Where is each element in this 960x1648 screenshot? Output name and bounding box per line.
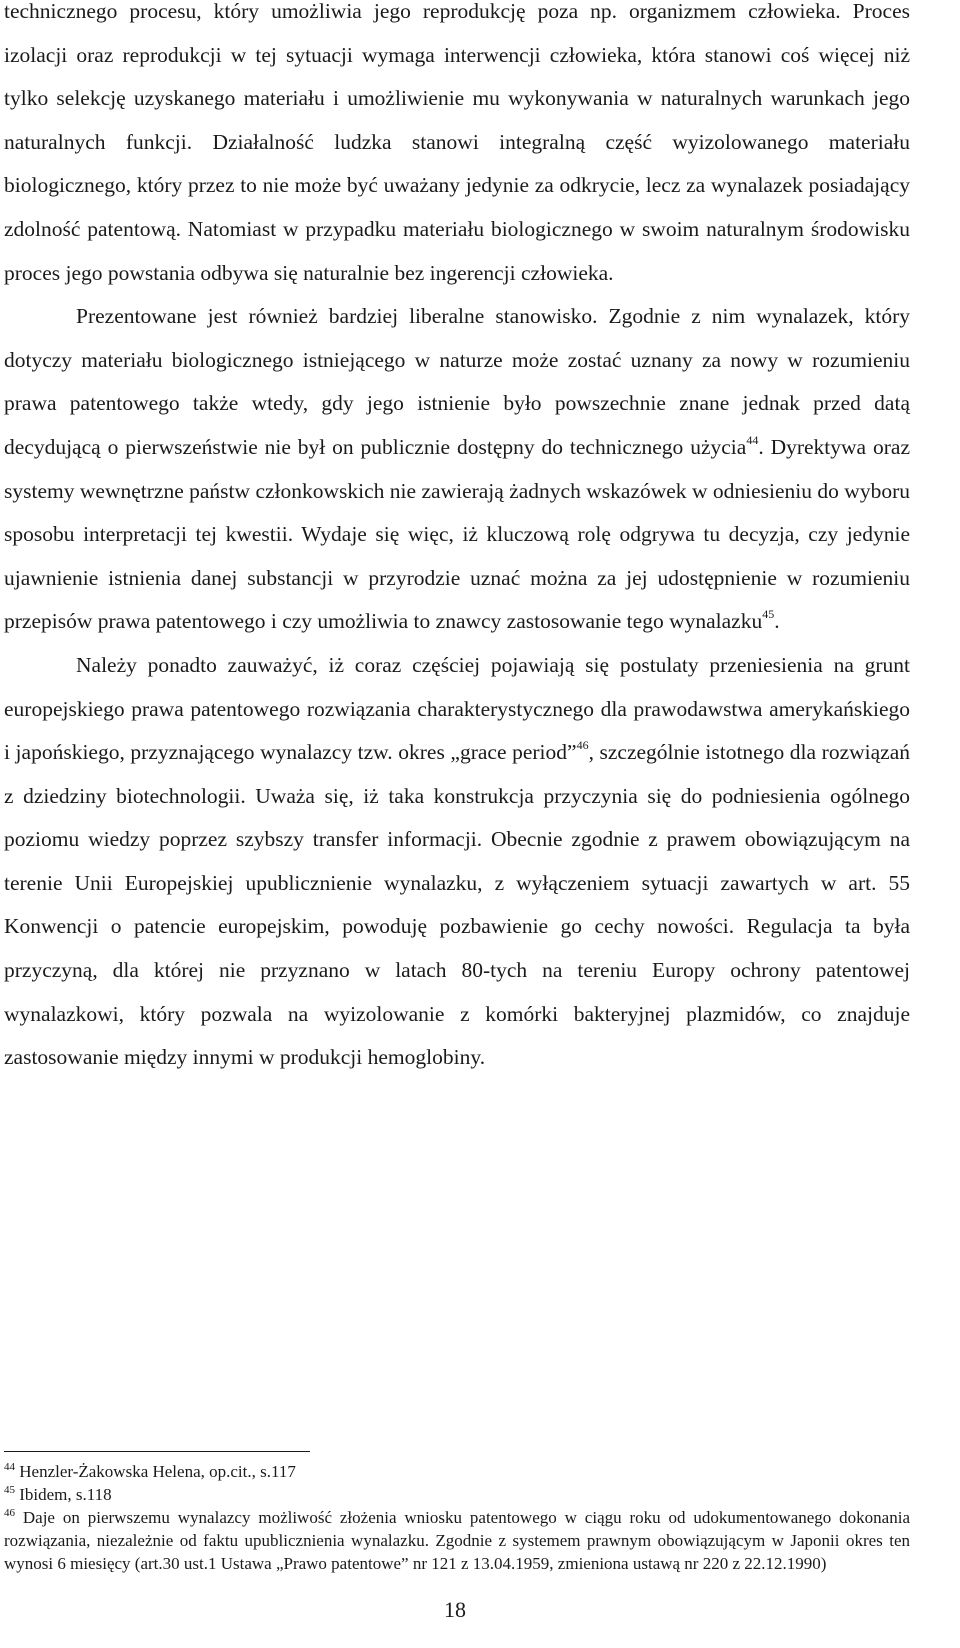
footnote-46 [4, 1506, 910, 1575]
footnotes [4, 1460, 910, 1575]
paragraph-text: Prezentowane jest również bardziej liberalne stanowisko. Zgodnie z nim wynalazek, który dotyczy materiału biologicznego istniejącego w naturze może zostać uznany za nowy w rozumieniu prawa patentowego także wtedy, gdy jego istnienie było powszechnie znane jednak przed datą decydującą o pierwszeństwie nie był on publicznie dostępny do technicznego użycia [4, 304, 910, 459]
page-number: 18 [444, 1597, 466, 1622]
footnote-ref-44[interactable]: 44 [746, 432, 759, 447]
paragraph-2 [4, 295, 910, 644]
paragraph-3 [4, 644, 910, 1080]
paragraph-text: , szczególnie istotnego dla rozwiązań z dziedziny biotechnologii. Uważa się, iż taka konstrukcja przyczynia się do podniesienia ogólnego poziomu wiedzy poprzez szybszy transfer informacji. Obecnie zgodnie z prawem obowiązującym na terenie Unii Europejskiej upublicznienie wynalazku, z wyłączeniem sytuacji zawartych w art. 55 Konwencji o patencie europejskim, powoduję pozbawienie go cechy nowości. Regulacja ta była przyczyną, dla której nie przyznano w latach 80-tych na tereniu Europy ochrony patentowej wynalazkowi, który pozwala na wyizolowanie z komórki bakteryjnej plazmidów, co znajduje zastosowanie między innymi w produkcji hemoglobiny. [4, 740, 910, 1070]
footnote-text: Ibidem, s.118 [15, 1485, 112, 1504]
footnote-ref-45[interactable]: 45 [762, 607, 775, 622]
paragraph-text: . [774, 609, 780, 634]
footnote-number: 46 [4, 1507, 15, 1519]
footnote-44 [4, 1460, 910, 1483]
paragraph-text: technicznego procesu, który umożliwia jego reprodukcję poza np. organizmem człowieka. Proces izolacji oraz reprodukcji w tej sytuacji wymaga interwencji człowieka, która stanowi coś więcej niż tylko selekcję uzyskanego materiału i umożliwienie mu wykonywania w naturalnych warunkach jego naturalnych funkcji. Działalność ludzka stanowi integralną część wyizolowanego materiału biologicznego, który przez to nie może być uważany jedynie za odkrycie, lecz za wynalazek posiadający zdolność patentową. Natomiast w przypadku materiału biologicznego w swoim naturalnym środowisku proces jego powstania odbywa się naturalnie bez ingerencji człowieka. [4, 0, 910, 285]
footnote-ref-46[interactable]: 46 [576, 738, 589, 753]
paragraph-text: . Dyrektywa oraz systemy wewnętrzne państw członkowskich nie zawierają żadnych wskazówek w odniesieniu do wyboru sposobu interpretacji tej kwestii. Wydaje się więc, iż kluczową rolę odgrywa tu decyzja, czy jedynie ujawnienie istnienia danej substancji w przyrodzie uznać można za jej udostępnienie w rozumieniu przepisów prawa patentowego i czy umożliwia to znawcy zastosowanie tego wynalazku [4, 434, 910, 634]
footnote-text: Henzler-Żakowska Helena, op.cit., s.117 [15, 1462, 296, 1481]
footnote-separator [4, 1451, 310, 1452]
footnote-number: 44 [4, 1461, 15, 1473]
footnote-text: Daje on pierwszemu wynalazcy możliwość złożenia wniosku patentowego w ciągu roku od udokumentowanego dokonania rozwiązania, niezależnie od faktu upublicznienia wynalazku. Zgodnie z systemem prawnym obowiązującym w Japonii okres ten wynosi 6 miesięcy (art.30 ust.1 Ustawa „Prawo patentowe” nr 121 z 13.04.1959, zmieniona ustawą nr 220 z 22.12.1990) [4, 1508, 910, 1573]
paragraph-1 [4, 0, 910, 295]
paragraph-text: Należy ponadto zauważyć, iż coraz częściej pojawiają się postulaty przeniesienia na grunt europejskiego prawa patentowego rozwiązania charakterystycznego dla prawodawstwa amerykańskiego i japońskiego, przyznającego wynalazcy tzw. okres „grace period” [4, 652, 910, 765]
footnote-45 [4, 1483, 910, 1506]
body-text [4, 0, 910, 1080]
footnote-number: 45 [4, 1484, 15, 1496]
